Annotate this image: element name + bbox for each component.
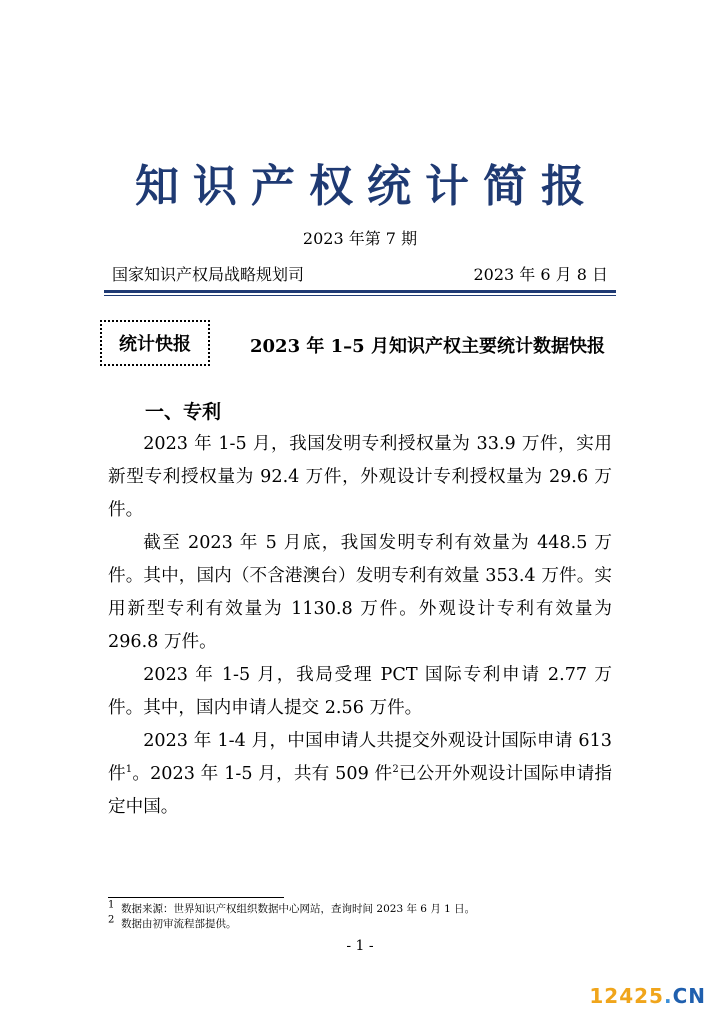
footnote-text: 数据由初审流程部提供。 <box>121 918 237 930</box>
report-title: 2023 年 1–5 月知识产权主要统计数据快报 <box>250 336 605 357</box>
issuing-organization: 国家知识产权局战略规划司 <box>112 265 305 284</box>
paragraph <box>108 725 612 824</box>
watermark-suffix: CN <box>672 984 706 1008</box>
footnote-ref[interactable]: 2 <box>392 764 399 776</box>
stats-flash-badge <box>100 320 210 366</box>
page-number: - 1 - <box>346 938 374 954</box>
issue-number: 2023 年第 7 期 <box>302 229 418 248</box>
paragraph-part: 。2023 年 1-5 月，共有 509 件 <box>132 764 393 784</box>
footnote-ref[interactable]: 1 <box>125 764 133 776</box>
section-heading-patents: 一、专利 <box>145 401 222 423</box>
watermark-dot: . <box>663 984 673 1008</box>
site-watermark <box>589 984 706 1008</box>
body-text <box>108 428 612 824</box>
footnote-number: 1 <box>108 899 115 911</box>
badge-label: 统计快报 <box>119 334 191 355</box>
paragraph: 截至 2023 年 5 月底，我国发明专利有效量为 448.5 万件。其中，国内（不含港澳台）发明专利有效量 353.4 万件。实用新型专利有效量为 1130.8 万件。外观设计专利有效量为 296.8 万件。 <box>108 533 612 652</box>
footnote-divider <box>108 897 284 898</box>
footnote-item <box>108 899 476 917</box>
watermark-number: 12425 <box>589 984 664 1008</box>
header-rule-thick <box>104 290 616 293</box>
header-rule-thin <box>104 295 616 296</box>
paragraph: 2023 年 1-5 月，我局受理 PCT 国际专利申请 2.77 万件。其中，国内申请人提交 2.56 万件。 <box>108 665 612 718</box>
paragraph: 2023 年 1-5 月，我国发明专利授权量为 33.9 万件，实用新型专利授权量为 92.4 万件，外观设计专利授权量为 29.6 万件。 <box>108 434 612 520</box>
footnote-number: 2 <box>108 914 115 926</box>
footnote-item <box>108 914 475 932</box>
footnotes <box>108 899 476 932</box>
footnote-text: 数据来源：世界知识产权组织数据中心网站，查询时间 2023 年 6 月 1 日。 <box>121 903 476 915</box>
paragraph-part: 2023 年 1-4 月，中国申请人共提交外观设计国际申请 613 件 <box>108 731 612 784</box>
masthead-title: 知识产权统计简报 <box>135 161 599 212</box>
paragraph-part: 已公开外观设计国际申请指定中国。 <box>108 764 612 817</box>
issue-date: 2023 年 6 月 8 日 <box>473 265 608 284</box>
